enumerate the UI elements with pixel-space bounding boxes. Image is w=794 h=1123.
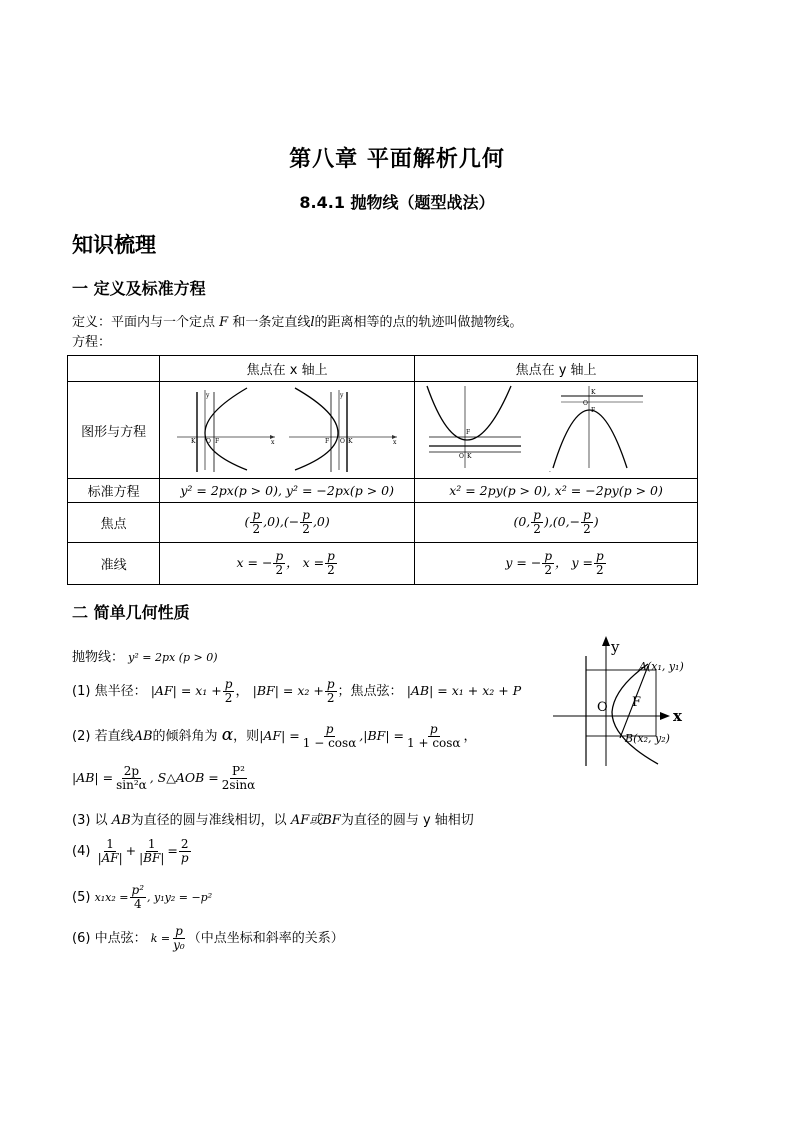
frac-num: p	[175, 924, 183, 938]
dir-x-part: ， x =	[286, 555, 325, 570]
p1-label: 焦半径：	[94, 684, 147, 699]
x-axis-figures-cell	[160, 382, 415, 479]
svg-text:K: K	[591, 389, 596, 396]
x-axis-parabola-figures	[167, 382, 407, 474]
one-over-bf	[137, 838, 166, 865]
side-B-label: B(x₂, y₂)	[625, 732, 670, 745]
frac-num: 2p	[123, 764, 140, 778]
knowledge-heading: 知识梳理	[72, 233, 156, 257]
p2-over-4	[130, 884, 147, 911]
p1-sep: ，	[235, 684, 249, 699]
directrix-y-cell	[415, 543, 698, 585]
p6-label: 中点弦：	[94, 931, 147, 946]
focus-x-part: ,0)	[312, 514, 330, 529]
p-over-1-minus-cos	[301, 723, 359, 750]
svg-text:F: F	[466, 429, 471, 436]
svg-text:K: K	[467, 453, 472, 460]
frac-den: 2	[544, 563, 552, 577]
p-over-2	[273, 550, 285, 577]
table-header-row	[68, 356, 698, 382]
p2-text: ，则	[233, 729, 260, 744]
row-standard-label: 标准方程	[68, 479, 160, 503]
side-F-label: F	[632, 695, 642, 710]
focus-y-part: (0,	[513, 514, 531, 529]
svg-text:O: O	[340, 438, 346, 445]
one-over-af	[96, 838, 125, 865]
row-directrix-label: 准线	[68, 543, 160, 585]
frac-den: 2	[302, 522, 310, 536]
definition-suffix: 的距离相等的点的轨迹叫做抛物线。	[314, 315, 523, 330]
frac-num: P²	[232, 764, 245, 778]
frac-num: p	[325, 722, 334, 736]
F-label: F	[215, 438, 220, 445]
table-row-figure	[68, 382, 698, 479]
frac-num: p	[544, 549, 553, 563]
two-over-p	[179, 838, 191, 865]
parabola-equation: y² = 2px (p > 0)	[128, 651, 218, 664]
side-y-label: y	[611, 638, 620, 656]
frac-num: p	[252, 508, 261, 522]
p-over-2	[325, 550, 337, 577]
frac-num: p	[583, 508, 591, 522]
frac-num: p	[224, 677, 233, 691]
row-figure-label: 图形与方程	[68, 382, 160, 479]
frac-den: p	[180, 851, 189, 865]
side-O-label: O	[597, 700, 608, 715]
upward-parabola-figure	[427, 386, 521, 468]
item-number: (4)	[72, 844, 91, 859]
table-row-standard	[68, 479, 698, 503]
equals-sign: =	[167, 843, 178, 858]
equation-label: 方程：	[72, 335, 112, 350]
p1-ab: |AB| = x₁ + x₂ + P	[406, 683, 522, 698]
property-1	[72, 678, 521, 705]
frac-den: 1 + cosα	[407, 736, 461, 750]
downward-parabola-figure	[549, 386, 643, 474]
std-eq-x: y² = 2px(p > 0), y² = −2px(p > 0)	[160, 479, 415, 503]
frac-den: |AF|	[97, 851, 123, 865]
frac-num: 1	[106, 837, 114, 851]
property-3	[72, 809, 474, 828]
p5-yproduct: , y₁y₂ = −p²	[147, 891, 213, 904]
definition-prefix: 定义：平面内与一个定点	[72, 315, 216, 330]
frac-den: |BF|	[139, 851, 165, 865]
section-title: 8.4.1 抛物线（题型战法）	[299, 193, 495, 212]
p-over-2	[250, 509, 262, 536]
svg-text:x: x	[393, 439, 397, 446]
chapter-title: 第八章 平面解析几何	[289, 147, 505, 172]
p2-area: , S△AOB =	[149, 770, 219, 785]
parabola-line	[72, 646, 218, 665]
col-y-header: 焦点在 y 轴上	[415, 356, 698, 382]
item-number: (6)	[72, 931, 91, 946]
O-label: O	[206, 438, 212, 445]
table-row-focus	[68, 503, 698, 543]
p-over-2	[542, 550, 554, 577]
p3-ab: AB	[111, 813, 131, 828]
col-x-header: 焦点在 x 轴上	[160, 356, 415, 382]
p3-text: 以	[94, 813, 108, 828]
p2-text: 的倾斜角为	[152, 729, 218, 744]
table-row-directrix	[68, 543, 698, 585]
svg-text:K: K	[348, 438, 353, 445]
p-over-2	[223, 678, 235, 705]
p3-text: 为直径的圆与 y 轴相切	[340, 813, 474, 828]
directrix-x-cell	[160, 543, 415, 585]
frac-den: 2	[224, 691, 233, 705]
frac-num: 1	[147, 837, 156, 851]
frac-den: 2	[533, 522, 541, 536]
svg-text:.: .	[549, 467, 551, 474]
definition-text	[72, 311, 523, 330]
p1-chord-label: ；焦点弦：	[337, 684, 403, 699]
frac-num: p	[326, 677, 335, 691]
frac-num: p	[302, 508, 310, 522]
frac-den: 2	[252, 522, 261, 536]
p3-afbf: AF或BF	[290, 813, 341, 828]
item-number: (5)	[72, 890, 91, 905]
frac-den: 2	[326, 691, 335, 705]
frac-den: 2sinα	[221, 778, 256, 792]
item-number: (2)	[72, 729, 91, 744]
focus-x-part: (	[244, 514, 250, 529]
dir-x-part: x = −	[236, 555, 273, 570]
svg-text:y: y	[206, 392, 210, 399]
property-4	[72, 838, 192, 865]
p2-over-2sin	[220, 765, 257, 792]
svg-text:x: x	[271, 439, 275, 446]
focus-y-cell	[415, 503, 698, 543]
p2-end: ，	[463, 729, 477, 744]
dir-y-part: ， y =	[555, 555, 594, 570]
frac-den: 2	[583, 522, 591, 536]
definition-F: F	[219, 315, 229, 330]
p1-bf: |BF| = x₂ +	[252, 683, 324, 698]
right-opening-parabola-figure	[177, 388, 275, 472]
p2-text: 若直线	[94, 729, 134, 744]
focus-x-cell	[160, 503, 415, 543]
frac-num: p	[327, 549, 335, 563]
parabola-label: 抛物线：	[72, 650, 125, 665]
p2-ab: AB	[133, 729, 153, 744]
frac-den: sin²α	[116, 778, 147, 792]
p6-k: k =	[150, 932, 171, 945]
definition-l: l	[310, 315, 315, 330]
y-axis-parabola-figures	[421, 382, 691, 474]
frac-num: p	[533, 508, 541, 522]
property-5	[72, 884, 212, 911]
row-focus-label: 焦点	[68, 503, 160, 543]
focus-y-part: )	[593, 514, 599, 529]
p-over-1-plus-cos	[405, 723, 463, 750]
svg-text:F: F	[325, 438, 330, 445]
p2-bf: ,|BF| =	[359, 728, 404, 743]
svg-text:F: F	[591, 407, 596, 414]
item-number: (3)	[72, 813, 91, 828]
frac-num: p	[275, 549, 284, 563]
frac-den: 2	[596, 563, 604, 577]
dir-y-part: y = −	[505, 555, 542, 570]
side-x-label: x	[673, 707, 682, 725]
p1-af: |AF| = x₁ +	[150, 683, 222, 698]
property-2-line2	[72, 765, 258, 792]
p-over-2	[300, 509, 312, 536]
p3-text: 为直径的圆与准线相切，以	[130, 813, 287, 828]
p2-af: |AF| =	[259, 728, 300, 743]
left-opening-parabola-figure	[289, 388, 397, 472]
frac-num: p	[596, 549, 604, 563]
table-corner-cell	[68, 356, 160, 382]
p-over-y0	[171, 925, 187, 952]
part1-heading: 一 定义及标准方程	[72, 279, 206, 298]
focal-chord-figure	[548, 632, 708, 772]
frac-den: 4	[133, 897, 142, 911]
svg-text:O: O	[583, 400, 588, 407]
item-number: (1)	[72, 684, 91, 699]
frac-den: y₀	[173, 938, 185, 952]
frac-num: p²	[131, 883, 145, 897]
property-2	[72, 723, 477, 750]
frac-den: 2	[275, 563, 284, 577]
p-over-2	[325, 678, 337, 705]
p5-product: x₁x₂ =	[94, 891, 129, 904]
focus-y-part: ),(0,−	[543, 514, 581, 529]
y-axis-figures-cell	[415, 382, 698, 479]
part2-heading: 二 简单几何性质	[72, 603, 190, 622]
focus-x-part: ,0),(−	[263, 514, 300, 529]
p-over-2	[531, 509, 543, 536]
definition-mid: 和一条定直线	[232, 315, 311, 330]
frac-den: 2	[327, 563, 335, 577]
2p-over-sin2	[114, 765, 149, 792]
std-eq-y: x² = 2py(p > 0), x² = −2py(p > 0)	[415, 479, 698, 503]
svg-text:y: y	[340, 392, 344, 399]
standard-equation-table	[67, 355, 698, 585]
p-over-2	[581, 509, 593, 536]
p6-note: （中点坐标和斜率的关系）	[187, 931, 344, 946]
property-6	[72, 925, 344, 952]
p-over-2	[594, 550, 606, 577]
plus-sign: +	[125, 843, 137, 858]
svg-text:O: O	[459, 453, 464, 460]
frac-num: p	[429, 722, 438, 736]
frac-den: 1 − cosα	[302, 736, 357, 750]
p2-ab-length: |AB| =	[72, 770, 114, 785]
frac-num: 2	[180, 837, 189, 851]
K-label: K	[191, 438, 196, 445]
side-A-label: A(x₁, y₁)	[639, 660, 684, 673]
p2-alpha: α	[221, 725, 234, 745]
